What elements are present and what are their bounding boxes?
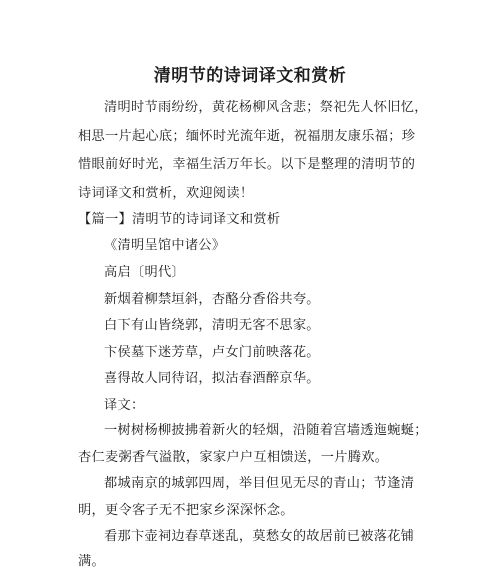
poem-verse-3: 卞侯墓下迷芳草，卢女门前映落花。	[104, 345, 320, 360]
poem-verse-1: 新烟着柳禁垣斜，杏酪分香俗共夸。	[104, 292, 320, 307]
translation-line-1: 一树树杨柳披拂着新火的轻烟，沿随着宫墙透迤蜿蜒；	[104, 423, 428, 438]
translation-line-6: 满。	[78, 554, 105, 569]
section-heading: 【篇一】清明节的诗词译文和赏析	[78, 212, 281, 227]
document-title: 清明节的诗词译文和赏析	[153, 66, 347, 86]
poem-verse-4: 喜得故人同待诏，拟沽春酒醉京华。	[104, 371, 320, 386]
translation-line-5: 看那卞壶祠边春草迷乱，莫愁女的故居前已被落花铺	[104, 529, 415, 544]
intro-line-4: 诗词译文和赏析，欢迎阅读！	[78, 186, 254, 201]
poem-verse-2: 白下有山皆绕郭，清明无客不思家。	[104, 318, 320, 333]
translation-label: 译文：	[104, 398, 145, 413]
intro-line-1: 清明时节雨纷纷，黄花杨柳风含悲；祭祀先人怀旧忆，	[104, 100, 428, 115]
poem-author: 高启〔明代〕	[104, 265, 185, 280]
intro-line-3: 惜眼前好时光，幸福生活万年长。以下是整理的清明节的	[78, 157, 416, 172]
poem-title: 《清明呈馆中诸公》	[104, 238, 226, 253]
translation-line-4: 明，更令客子无不把家乡深深怀念。	[78, 503, 294, 518]
intro-line-2: 相思一片起心底；缅怀时光流年逝，祝福朋友康乐福；珍	[78, 129, 416, 144]
translation-line-2: 杏仁麦粥香气溢散，家家户户互相馈送，一片腾欢。	[78, 450, 389, 465]
translation-line-3: 都城南京的城郭四周，举目但见无尽的青山；节逢清	[104, 476, 415, 491]
